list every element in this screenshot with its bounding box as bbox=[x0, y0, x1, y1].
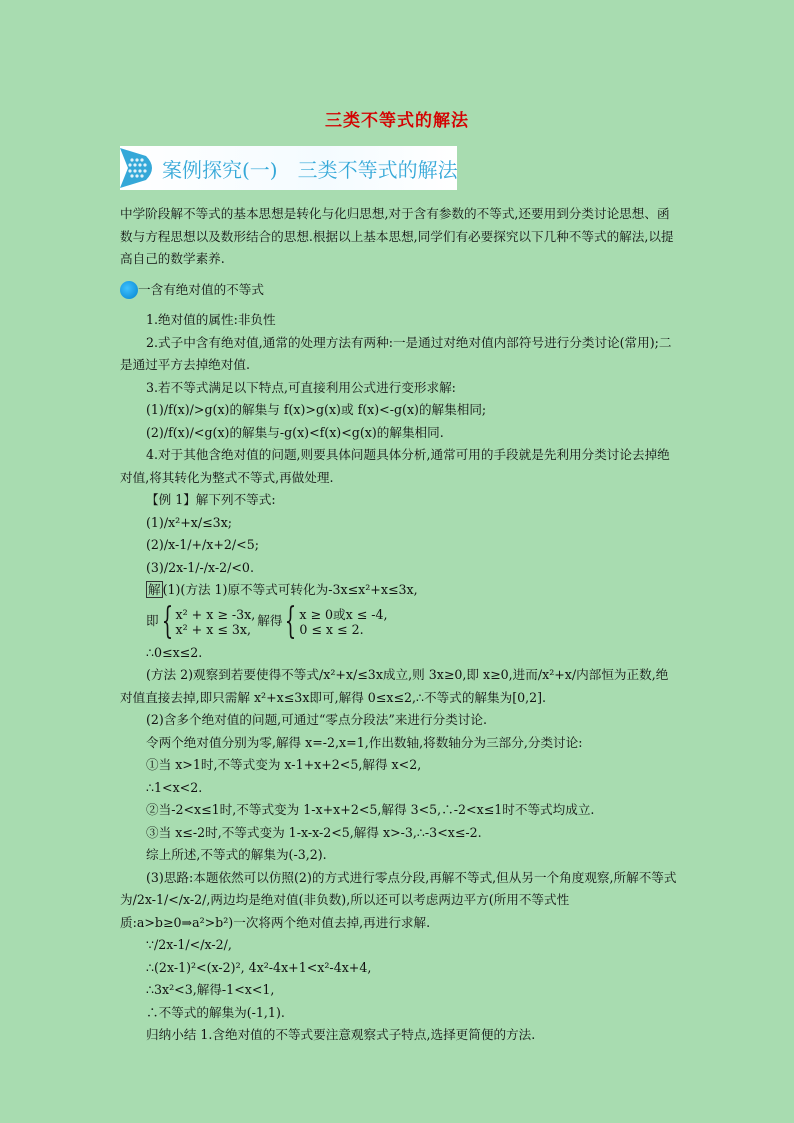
solution-line bbox=[120, 579, 680, 602]
text-line: (1)/f(x)/>g(x)的解集与 f(x)>g(x)或 f(x)<-g(x)的解集相同; bbox=[146, 402, 487, 417]
text-line: (3)思路:本题依然可以仿照(2)的方式进行零点分段,再解不等式,但从另一个角度观察,所解不等式为/2x-1/</x-2/,两边均是绝对值(非负数),所以还可以考虑两边平方(所用不等式性质:a>b≥0⇒a²>b²)一次将两个绝对值去掉,再进行求解. bbox=[120, 869, 677, 930]
text-line: ①当 x>1时,不等式变为 x-1+x+2<5,解得 x<2, bbox=[146, 757, 422, 772]
system-prefix: 即 bbox=[146, 613, 159, 629]
text-line: ∴3x²<3,解得-1<x<1, bbox=[146, 982, 275, 997]
text-line: (2)/f(x)/<g(x)的解集与-g(x)<f(x)<g(x)的解集相同. bbox=[146, 424, 444, 440]
system-a-row: x² + x ≤ 3x, bbox=[175, 621, 251, 637]
text-line: (2)含多个绝对值的问题,可通过“零点分段法”来进行分类讨论. bbox=[146, 712, 487, 727]
system-a-row: x² + x ≥ -3x, bbox=[175, 606, 256, 622]
text-line: ∵/2x-1/</x-2/, bbox=[146, 937, 232, 952]
intro-paragraph: 中学阶段解不等式的基本思想是转化与化归思想,对于含有参数的不等式,还要用到分类讨论思想、函数与方程思想以及数形结合的思想.根据以上基本思想,同学们有必要探究以下几种不等式的解法,以提高自己的数学素养. bbox=[120, 206, 674, 266]
text-line: (方法 2)观察到若要使得不等式/x²+x/≤3x成立,则 3x≥0,即 x≥0,进而/x²+x/内部恒为正数,绝对值直接去掉,即只需解 x²+x≤3x即可,解得 0≤x≤2,∴不等式的解集为[0,2]. bbox=[120, 667, 669, 705]
text-line: ②当-2<x≤1时,不等式变为 1-x+x+2<5,解得 3<5,∴-2<x≤1时不等式均成立. bbox=[146, 802, 595, 817]
text-line: ∴1<x<2. bbox=[146, 779, 203, 795]
system-a bbox=[176, 607, 256, 637]
section-heading-text: 一含有绝对值的不等式 bbox=[138, 281, 264, 297]
text-line: ∴0≤x≤2. bbox=[146, 644, 203, 660]
left-brace: { bbox=[161, 600, 173, 642]
page-title: 三类不等式的解法 bbox=[325, 111, 469, 131]
text-line: (1)/x²+x/≤3x; bbox=[146, 514, 233, 530]
example-heading: 【例 1】解下列不等式: bbox=[146, 492, 276, 507]
section-heading bbox=[120, 279, 680, 302]
text-line: (3)/2x-1/-/x-2/<0. bbox=[146, 559, 254, 575]
text-line: 3.若不等式满足以下特点,可直接利用公式进行变形求解: bbox=[146, 379, 456, 395]
text-line: ∴不等式的解集为(-1,1). bbox=[146, 1004, 285, 1020]
text-line: (2)/x-1/+/x+2/<5; bbox=[146, 537, 259, 552]
document-body bbox=[120, 203, 680, 1047]
system-b bbox=[299, 607, 387, 637]
fish-icon bbox=[120, 146, 158, 190]
text-line: ③当 x≤-2时,不等式变为 1-x-x-2<5,解得 x>-3,∴-3<x≤-2. bbox=[146, 824, 482, 840]
summary-line: 归纳小结 1.含绝对值的不等式要注意观察式子特点,选择更简便的方法. bbox=[146, 1027, 536, 1042]
text-line: 1.绝对值的属性:非负性 bbox=[146, 312, 276, 327]
section-banner bbox=[120, 146, 457, 190]
solution-tag: 解 bbox=[148, 582, 161, 597]
text-line: 2.式子中含有绝对值,通常的处理方法有两种:一是通过对绝对值内部符号进行分类讨论(常用);二是通过平方去掉绝对值. bbox=[120, 334, 672, 372]
text-line: 4.对于其他含绝对值的问题,则要具体问题具体分析,通常可用的手段就是先利用分类讨论去掉绝对值,将其转化为整式不等式,再做处理. bbox=[120, 447, 670, 485]
system-b-row: 0 ≤ x ≤ 2. bbox=[299, 621, 364, 637]
text-line: 综上所述,不等式的解集为(-3,2). bbox=[146, 847, 327, 862]
left-brace: { bbox=[285, 600, 297, 642]
bullet-dot-icon bbox=[120, 281, 138, 299]
equation-system bbox=[120, 602, 680, 642]
text-line: ∴(2x-1)²<(x-2)², 4x²-4x+1<x²-4x+4, bbox=[146, 959, 372, 975]
banner-label: 案例探究(一) 三类不等式的解法 bbox=[162, 157, 458, 182]
solution-line-text: (1)(方法 1)原不等式可转化为-3x≤x²+x≤3x, bbox=[162, 582, 418, 597]
system-mid: 解得 bbox=[257, 613, 283, 629]
system-b-row: x ≥ 0或x ≤ -4, bbox=[299, 606, 388, 622]
text-line: 令两个绝对值分别为零,解得 x=-2,x=1,作出数轴,将数轴分为三部分,分类讨论: bbox=[146, 734, 583, 750]
